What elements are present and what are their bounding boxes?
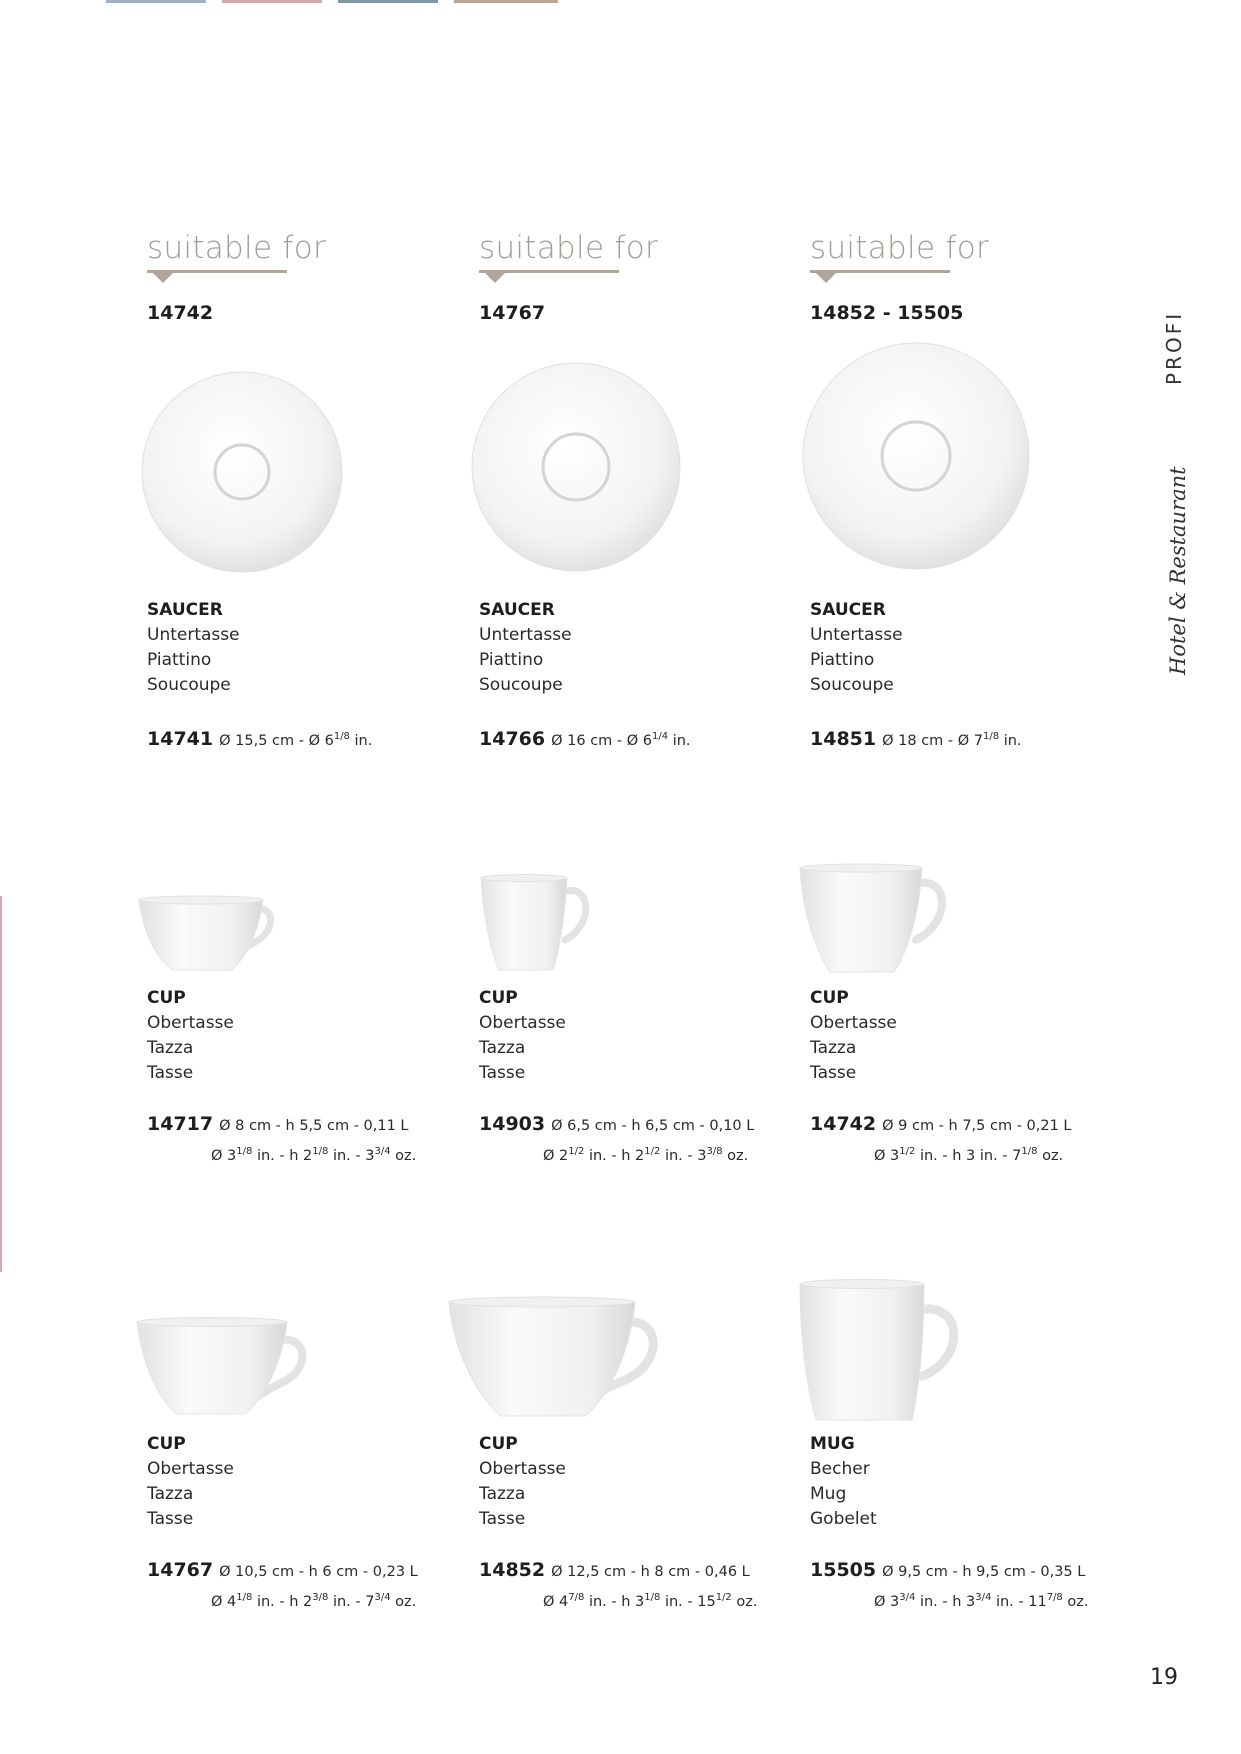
article-number: 14903 <box>479 1113 546 1135</box>
product-name: CUP <box>479 1434 518 1454</box>
name-de: Obertasse <box>147 1459 234 1479</box>
name-it: Mug <box>810 1484 847 1504</box>
product-description <box>479 986 566 1086</box>
name-de: Untertasse <box>810 625 903 645</box>
product-name: SAUCER <box>147 600 223 620</box>
name-it: Tazza <box>147 1484 194 1504</box>
saucer-image <box>798 338 1034 574</box>
product-spec <box>810 1558 1089 1615</box>
suitable-label: suitable for <box>479 230 659 266</box>
dimensions-imperial: Ø $3^{3/4}$ in. - h $3^{3/4}$ in. - $11^{7/8}$ oz. <box>874 1592 1089 1610</box>
dimensions-imperial: Ø $3^{1/2}$ in. - h 3 in. - $7^{1/8}$ oz. <box>874 1146 1064 1164</box>
product-description <box>479 1432 566 1532</box>
saucer-image <box>467 358 685 576</box>
top-image-strip-1 <box>106 0 206 3</box>
product-spec <box>479 1112 754 1169</box>
article-number: 14766 <box>479 727 546 750</box>
product-name: CUP <box>479 988 518 1008</box>
suitable-for-3 <box>810 230 990 324</box>
name-fr: Gobelet <box>810 1509 877 1529</box>
suitable-label: suitable for <box>147 230 327 266</box>
suitable-for-1 <box>147 230 327 324</box>
cup-image <box>796 862 956 978</box>
triangle-pointer-icon <box>485 273 505 283</box>
article-number: 14852 <box>479 1559 546 1581</box>
triangle-pointer-icon <box>153 273 173 283</box>
article-number: 14851 <box>810 727 877 750</box>
cup-image <box>479 870 599 976</box>
dimensions-metric: Ø 15,5 cm - Ø $6^{1/8}$ in. <box>219 731 373 749</box>
suitable-for-2 <box>479 230 659 324</box>
article-number: 14717 <box>147 1113 214 1135</box>
suitable-numbers: 14852 - 15505 <box>810 302 964 324</box>
product-spec <box>810 1112 1072 1169</box>
name-fr: Tasse <box>479 1063 526 1083</box>
suitable-numbers: 14742 <box>147 302 214 324</box>
dimensions-metric: Ø 6,5 cm - h 6,5 cm - 0,10 L <box>551 1118 755 1134</box>
top-image-strip-2 <box>222 0 322 3</box>
product-name: SAUCER <box>479 600 555 620</box>
top-image-strip-3 <box>338 0 438 3</box>
name-de: Obertasse <box>479 1459 566 1479</box>
suitable-numbers: 14767 <box>479 302 546 324</box>
product-description <box>810 986 897 1086</box>
mug-image <box>796 1276 966 1426</box>
dimensions-metric: Ø 9 cm - h 7,5 cm - 0,21 L <box>882 1118 1072 1134</box>
name-fr: Tasse <box>147 1509 194 1529</box>
name-de: Obertasse <box>479 1013 566 1033</box>
name-fr: Soucoupe <box>479 675 563 695</box>
name-fr: Tasse <box>147 1063 194 1083</box>
name-de: Obertasse <box>810 1013 897 1033</box>
saucer-image <box>137 367 347 577</box>
cup-image <box>445 1288 675 1424</box>
name-it: Piattino <box>479 650 544 670</box>
product-description <box>479 598 572 698</box>
dimensions-metric: Ø 12,5 cm - h 8 cm - 0,46 L <box>551 1564 750 1580</box>
name-it: Tazza <box>147 1038 194 1058</box>
suitable-label: suitable for <box>810 230 990 266</box>
product-name: SAUCER <box>810 600 886 620</box>
article-number: 14742 <box>810 1113 877 1135</box>
product-spec <box>479 724 691 754</box>
cup-image <box>133 1308 319 1420</box>
left-edge-accent <box>0 896 2 1272</box>
name-it: Tazza <box>479 1038 526 1058</box>
name-it: Tazza <box>479 1484 526 1504</box>
name-fr: Soucoupe <box>147 675 231 695</box>
product-description <box>810 1432 877 1532</box>
name-fr: Tasse <box>479 1509 526 1529</box>
name-fr: Tasse <box>810 1063 857 1083</box>
dimensions-imperial: Ø $3^{1/8}$ in. - h $2^{1/8}$ in. - $3^{3/4}$ oz. <box>211 1146 417 1164</box>
product-description <box>147 598 240 698</box>
name-de: Obertasse <box>147 1013 234 1033</box>
product-spec <box>147 1112 416 1169</box>
dimensions-imperial: Ø $4^{7/8}$ in. - h $3^{1/8}$ in. - $15^{1/2}$ oz. <box>543 1592 758 1610</box>
triangle-pointer-icon <box>816 273 836 283</box>
dimensions-metric: Ø 8 cm - h 5,5 cm - 0,11 L <box>219 1118 409 1134</box>
top-image-strip-4 <box>454 0 558 3</box>
dimensions-metric: Ø 9,5 cm - h 9,5 cm - 0,35 L <box>882 1564 1086 1580</box>
product-spec <box>147 1558 418 1615</box>
product-spec <box>810 724 1022 754</box>
name-it: Piattino <box>147 650 212 670</box>
name-de: Untertasse <box>147 625 240 645</box>
dimensions-imperial: Ø $2^{1/2}$ in. - h $2^{1/2}$ in. - $3^{3/8}$ oz. <box>543 1146 749 1164</box>
product-name: CUP <box>147 1434 186 1454</box>
product-description <box>147 986 234 1086</box>
name-de: Untertasse <box>479 625 572 645</box>
product-description <box>810 598 903 698</box>
product-description <box>147 1432 234 1532</box>
product-name: CUP <box>147 988 186 1008</box>
article-number: 15505 <box>810 1559 877 1581</box>
dimensions-metric: Ø 10,5 cm - h 6 cm - 0,23 L <box>219 1564 418 1580</box>
cup-image <box>135 880 285 976</box>
page-number: 19 <box>1150 1665 1178 1690</box>
product-name: CUP <box>810 988 849 1008</box>
name-it: Piattino <box>810 650 875 670</box>
name-de: Becher <box>810 1459 870 1479</box>
name-it: Tazza <box>810 1038 857 1058</box>
dimensions-metric: Ø 18 cm - Ø $7^{1/8}$ in. <box>882 731 1022 749</box>
dimensions-imperial: Ø $4^{1/8}$ in. - h $2^{3/8}$ in. - $7^{3/4}$ oz. <box>211 1592 417 1610</box>
product-spec <box>479 1558 758 1615</box>
product-spec <box>147 724 372 754</box>
name-fr: Soucoupe <box>810 675 894 695</box>
dimensions-metric: Ø 16 cm - Ø $6^{1/4}$ in. <box>551 731 691 749</box>
product-name: MUG <box>810 1434 855 1454</box>
article-number: 14767 <box>147 1559 214 1581</box>
article-number: 14741 <box>147 727 214 750</box>
